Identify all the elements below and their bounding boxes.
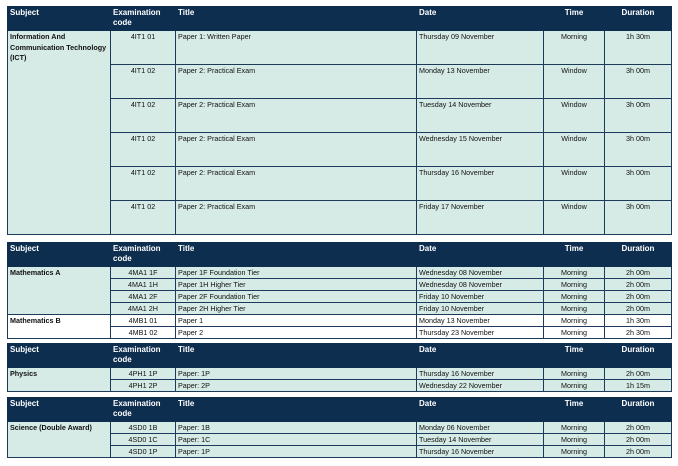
exam-code-cell: 4SD0 1B xyxy=(111,422,176,434)
date-cell: Monday 13 November xyxy=(417,315,544,327)
header-exam-code xyxy=(111,398,176,422)
header-title: Title xyxy=(176,344,417,368)
subject-cell: Mathematics B xyxy=(8,315,111,339)
exam-code-cell: 4MA1 1F xyxy=(111,267,176,279)
title-cell: Paper 2: Practical Exam xyxy=(176,65,417,99)
ict-timetable xyxy=(7,6,672,235)
date-cell: Thursday 16 November xyxy=(417,446,544,458)
duration-cell: 2h 00m xyxy=(605,279,672,291)
date-cell: Friday 10 November xyxy=(417,291,544,303)
date-cell: Thursday 16 November xyxy=(417,368,544,380)
duration-cell: 2h 00m xyxy=(605,303,672,315)
header-title: Title xyxy=(176,243,417,267)
title-cell: Paper 2: Practical Exam xyxy=(176,133,417,167)
date-cell: Thursday 09 November xyxy=(417,31,544,65)
table-row xyxy=(8,315,672,327)
title-cell: Paper: 1P xyxy=(176,446,417,458)
science-timetable xyxy=(7,397,672,458)
time-cell: Window xyxy=(544,133,605,167)
time-cell: Morning xyxy=(544,31,605,65)
header-subject: Subject xyxy=(8,7,111,31)
header-date: Date xyxy=(417,7,544,31)
date-cell: Wednesday 08 November xyxy=(417,279,544,291)
title-cell: Paper 2: Practical Exam xyxy=(176,201,417,235)
title-cell: Paper 1H Higher Tier xyxy=(176,279,417,291)
time-cell: Morning xyxy=(544,279,605,291)
duration-cell: 3h 00m xyxy=(605,99,672,133)
title-cell: Paper 2: Practical Exam xyxy=(176,167,417,201)
header-date: Date xyxy=(417,398,544,422)
exam-code-cell: 4IT1 02 xyxy=(111,201,176,235)
date-cell: Tuesday 14 November xyxy=(417,99,544,133)
exam-code-cell: 4MB1 01 xyxy=(111,315,176,327)
time-cell: Window xyxy=(544,65,605,99)
time-cell: Morning xyxy=(544,368,605,380)
title-cell: Paper 2 xyxy=(176,327,417,339)
header-exam-code-line2: code xyxy=(113,355,132,364)
subject-cell: Physics xyxy=(8,368,111,392)
exam-code-cell: 4MA1 2F xyxy=(111,291,176,303)
header-title: Title xyxy=(176,398,417,422)
date-cell: Monday 13 November xyxy=(417,65,544,99)
maths-timetable xyxy=(7,242,672,339)
header-exam-code-line2: code xyxy=(113,254,132,263)
date-cell: Monday 06 November xyxy=(417,422,544,434)
header-subject: Subject xyxy=(8,398,111,422)
header-exam-code xyxy=(111,344,176,368)
title-cell: Paper 2: Practical Exam xyxy=(176,99,417,133)
date-cell: Wednesday 15 November xyxy=(417,133,544,167)
header-duration: Duration xyxy=(605,243,672,267)
header-time: Time xyxy=(544,344,605,368)
duration-cell: 2h 00m xyxy=(605,422,672,434)
time-cell: Morning xyxy=(544,315,605,327)
duration-cell: 1h 30m xyxy=(605,315,672,327)
header-duration: Duration xyxy=(605,7,672,31)
time-cell: Window xyxy=(544,99,605,133)
duration-cell: 1h 15m xyxy=(605,380,672,392)
table-header-row xyxy=(8,243,672,267)
time-cell: Morning xyxy=(544,327,605,339)
time-cell: Morning xyxy=(544,422,605,434)
header-date: Date xyxy=(417,344,544,368)
time-cell: Window xyxy=(544,167,605,201)
duration-cell: 3h 00m xyxy=(605,133,672,167)
header-exam-code-line2: code xyxy=(113,18,132,27)
time-cell: Morning xyxy=(544,303,605,315)
header-exam-code-line1: Examination xyxy=(113,8,161,17)
duration-cell: 3h 00m xyxy=(605,167,672,201)
header-time: Time xyxy=(544,243,605,267)
exam-code-cell: 4IT1 02 xyxy=(111,99,176,133)
title-cell: Paper: 1P xyxy=(176,368,417,380)
table-header-row xyxy=(8,398,672,422)
table-header-row xyxy=(8,7,672,31)
table-header-row xyxy=(8,344,672,368)
duration-cell: 2h 30m xyxy=(605,327,672,339)
date-cell: Thursday 16 November xyxy=(417,167,544,201)
header-exam-code-line2: code xyxy=(113,409,132,418)
duration-cell: 3h 00m xyxy=(605,65,672,99)
date-cell: Tuesday 14 November xyxy=(417,434,544,446)
title-cell: Paper: 2P xyxy=(176,380,417,392)
physics-timetable xyxy=(7,343,672,392)
exam-code-cell: 4IT1 01 xyxy=(111,31,176,65)
title-cell: Paper: 1C xyxy=(176,434,417,446)
title-cell: Paper 1F Foundation Tier xyxy=(176,267,417,279)
time-cell: Morning xyxy=(544,380,605,392)
exam-code-cell: 4SD0 1C xyxy=(111,434,176,446)
date-cell: Wednesday 22 November xyxy=(417,380,544,392)
subject-cell: Science (Double Award) xyxy=(8,422,111,458)
duration-cell: 1h 30m xyxy=(605,31,672,65)
time-cell: Morning xyxy=(544,434,605,446)
subject-cell: Mathematics A xyxy=(8,267,111,315)
header-time: Time xyxy=(544,7,605,31)
time-cell: Morning xyxy=(544,446,605,458)
header-exam-code-line1: Examination xyxy=(113,399,161,408)
exam-code-cell: 4IT1 02 xyxy=(111,167,176,201)
title-cell: Paper 2H Higher Tier xyxy=(176,303,417,315)
date-cell: Friday 17 November xyxy=(417,201,544,235)
duration-cell: 2h 00m xyxy=(605,267,672,279)
date-cell: Friday 10 November xyxy=(417,303,544,315)
duration-cell: 2h 00m xyxy=(605,291,672,303)
title-cell: Paper 1 xyxy=(176,315,417,327)
header-title: Title xyxy=(176,7,417,31)
header-subject: Subject xyxy=(8,344,111,368)
header-exam-code xyxy=(111,243,176,267)
exam-code-cell: 4IT1 02 xyxy=(111,133,176,167)
duration-cell: 2h 00m xyxy=(605,368,672,380)
title-cell: Paper 2F Foundation Tier xyxy=(176,291,417,303)
time-cell: Morning xyxy=(544,267,605,279)
exam-code-cell: 4PH1 1P xyxy=(111,368,176,380)
duration-cell: 3h 00m xyxy=(605,201,672,235)
header-exam-code xyxy=(111,7,176,31)
exam-code-cell: 4PH1 2P xyxy=(111,380,176,392)
duration-cell: 2h 00m xyxy=(605,434,672,446)
table-row xyxy=(8,267,672,279)
exam-code-cell: 4MA1 1H xyxy=(111,279,176,291)
date-cell: Thursday 23 November xyxy=(417,327,544,339)
time-cell: Morning xyxy=(544,291,605,303)
date-cell: Wednesday 08 November xyxy=(417,267,544,279)
table-row xyxy=(8,422,672,434)
time-cell: Window xyxy=(544,201,605,235)
exam-code-cell: 4SD0 1P xyxy=(111,446,176,458)
title-cell: Paper 1: Written Paper xyxy=(176,31,417,65)
header-subject: Subject xyxy=(8,243,111,267)
header-date: Date xyxy=(417,243,544,267)
exam-code-cell: 4IT1 02 xyxy=(111,65,176,99)
header-duration: Duration xyxy=(605,398,672,422)
table-row xyxy=(8,31,672,65)
header-duration: Duration xyxy=(605,344,672,368)
header-exam-code-line1: Examination xyxy=(113,244,161,253)
duration-cell: 2h 00m xyxy=(605,446,672,458)
title-cell: Paper: 1B xyxy=(176,422,417,434)
header-time: Time xyxy=(544,398,605,422)
header-exam-code-line1: Examination xyxy=(113,345,161,354)
subject-cell: Information And Communication Technology (ICT) xyxy=(8,31,111,235)
exam-code-cell: 4MB1 02 xyxy=(111,327,176,339)
table-row xyxy=(8,368,672,380)
exam-code-cell: 4MA1 2H xyxy=(111,303,176,315)
